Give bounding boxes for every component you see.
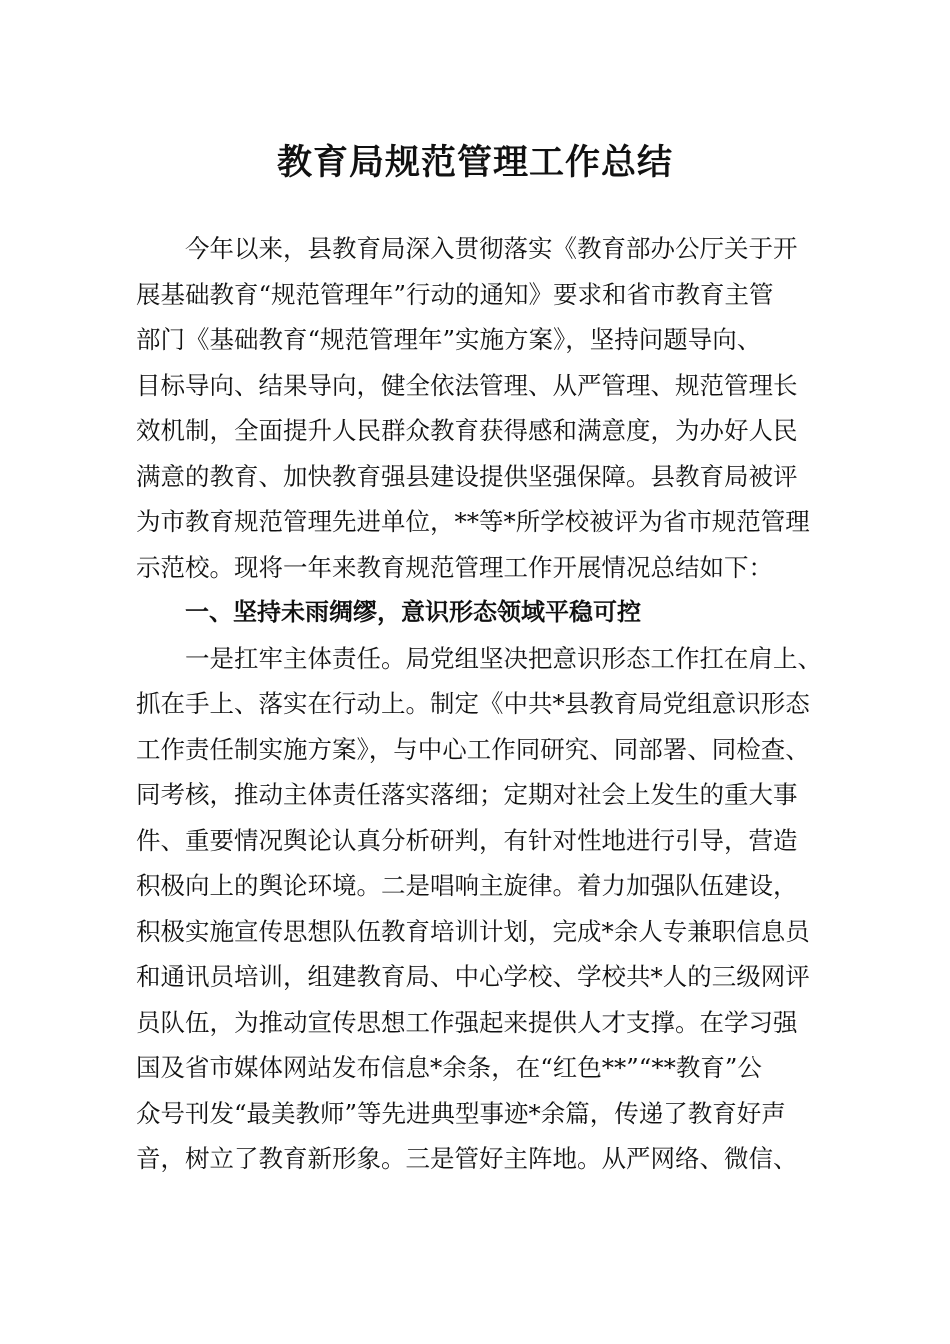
paragraph-line: 众号刊发“最美教师”等先进典型事迹*余篇，传递了教育好声	[136, 1098, 786, 1128]
paragraph-line: 抓在手上、落实在行动上。制定《中共*县教育局党组意识形态	[136, 689, 810, 718]
paragraph-line: 目标导向、结果导向，健全依法管理、从严管理、规范管理长	[136, 370, 798, 400]
paragraph-line: 积极实施宣传思想队伍教育培训计划，完成*余人专兼职信息员	[136, 916, 810, 946]
paragraph-line: 同考核，推动主体责任落实落细；定期对社会上发生的重大事	[136, 780, 798, 809]
paragraph-line: 和通讯员培训，组建教育局、中心学校、学校共*人的三级网评	[136, 962, 810, 991]
paragraph-line: 示范校。现将一年来教育规范管理工作开展情况总结如下：	[136, 552, 773, 582]
paragraph-line: 积极向上的舆论环境。二是唱响主旋律。着力加强队伍建设，	[136, 871, 798, 900]
paragraph-line: 展基础教育“规范管理年”行动的通知》要求和省市教育主管	[136, 279, 774, 309]
paragraph-line: 部门《基础教育“规范管理年”实施方案》，坚持问题导向、	[136, 325, 762, 354]
paragraph-line: 员队伍，为推动宣传思想工作强起来提供人才支撑。在学习强	[136, 1007, 798, 1037]
paragraph-line: 今年以来，县教育局深入贯彻落实《教育部办公厅关于开	[185, 234, 798, 263]
paragraph-line: 音，树立了教育新形象。三是管好主阵地。从严网络、微信、	[136, 1144, 798, 1173]
paragraph-line: 满意的教育、加快教育强县建设提供坚强保障。县教育局被评	[136, 461, 798, 491]
paragraph-line: 工作责任制实施方案》，与中心工作同研究、同部署、同检查、	[136, 734, 810, 764]
section-heading: 一、坚持未雨绸缪，意识形态领域平稳可控	[185, 598, 641, 626]
paragraph-line: 国及省市媒体网站发布信息*余条，在“红色**”“**教育”公	[136, 1053, 762, 1082]
document-title: 教育局规范管理工作总结	[276, 142, 673, 183]
paragraph-line: 一是扛牢主体责任。局党组坚决把意识形态工作扛在肩上、	[185, 643, 822, 673]
paragraph-line: 效机制，全面提升人民群众教育获得感和满意度，为办好人民	[136, 416, 798, 445]
paragraph-line: 为市教育规范管理先进单位，**等*所学校被评为省市规范管理	[136, 507, 810, 536]
document-body	[136, 226, 836, 1182]
paragraph-line: 件、重要情况舆论认真分析研判，有针对性地进行引导，营造	[136, 825, 798, 855]
